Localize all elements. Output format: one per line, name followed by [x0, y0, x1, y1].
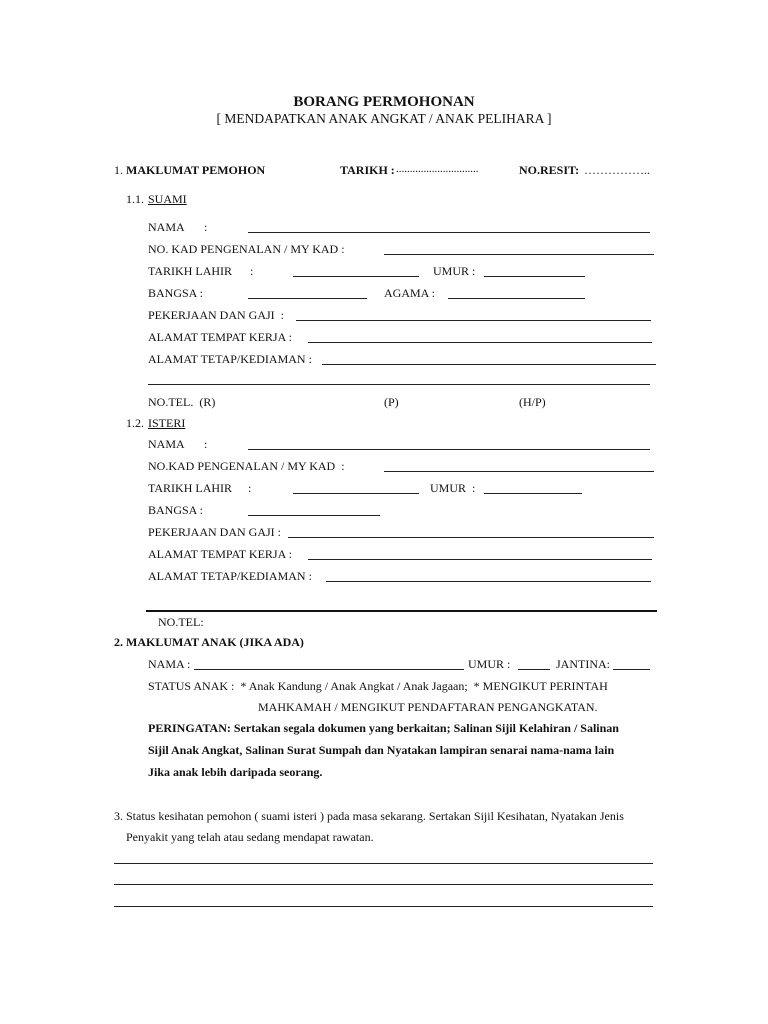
isteri-alamat-kerja-field[interactable] [308, 559, 652, 560]
status-anak-line1: STATUS ANAK : * Anak Kandung / Anak Angkat / Anak Jagaan; * MENGIKUT PERINTAH [148, 679, 608, 693]
isteri-heading: ISTERI [148, 416, 186, 430]
resit-label: NO.RESIT: [519, 163, 580, 177]
suami-umur-label: UMUR : [433, 264, 476, 278]
anak-umur-label: UMUR : [468, 657, 511, 671]
suami-tarikh-lahir-label: TARIKH LAHIR [148, 264, 233, 278]
anak-nama-field[interactable] [194, 669, 464, 670]
isteri-umur-label: UMUR : [430, 481, 476, 495]
anak-jantina-field[interactable] [613, 669, 650, 670]
resit-field[interactable]: …………….. [584, 163, 650, 177]
isteri-bangsa-field[interactable] [248, 515, 380, 516]
isteri-ic-field[interactable] [384, 471, 654, 472]
isteri-nama-label: NAMA [148, 437, 185, 451]
isteri-pekerjaan-label: PEKERJAAN DAN GAJI : [148, 525, 282, 539]
isteri-alamat-tetap-field[interactable] [326, 581, 651, 582]
form-subtitle: [ MENDAPATKAN ANAK ANGKAT / ANAK PELIHARA ] [216, 111, 552, 126]
suami-umur-field[interactable] [484, 276, 585, 277]
suami-tarikh-lahir-field[interactable] [293, 276, 419, 277]
section3-answer-line-3[interactable] [114, 906, 653, 907]
isteri-ic-label: NO.KAD PENGENALAN / MY KAD : [148, 459, 345, 473]
isteri-alamat-tetap-line2[interactable] [146, 610, 657, 612]
suami-alamat-tetap-label: ALAMAT TETAP/KEDIAMAN : [148, 352, 312, 366]
isteri-tarikh-lahir-label: TARIKH LAHIR [148, 481, 233, 495]
suami-heading: SUAMI [148, 192, 187, 206]
section3-answer-line-2[interactable] [114, 884, 653, 885]
isteri-alamat-tetap-label: ALAMAT TETAP/KEDIAMAN : [148, 569, 312, 583]
suami-number: 1.1. [126, 192, 144, 206]
warning-line1: PERINGATAN: Sertakan segala dokumen yang berkaitan; Salinan Sijil Kelahiran / Salinan [148, 721, 619, 735]
isteri-bangsa-label: BANGSA : [148, 503, 204, 517]
form-title: BORANG PERMOHONAN [293, 94, 475, 110]
section3-answer-line-1[interactable] [114, 863, 653, 864]
warning-line2: Sijil Anak Angkat, Salinan Surat Sumpah dan Nyatakan lampiran senarai nama-nama lain [148, 743, 615, 757]
isteri-tarikh-lahir-colon: : [248, 481, 252, 495]
warning-line3: Jika anak lebih daripada seorang. [148, 765, 323, 779]
suami-bangsa-label: BANGSA : [148, 286, 204, 300]
isteri-tel-label: NO.TEL: [158, 615, 204, 629]
suami-tel-hp-label: (H/P) [519, 395, 546, 409]
isteri-pekerjaan-field[interactable] [288, 537, 654, 538]
suami-nama-field[interactable] [248, 232, 650, 233]
section3-line1: 3. Status kesihatan pemohon ( suami isteri ) pada masa sekarang. Sertakan Sijil Kesihatan, Nyatakan Jenis [114, 809, 624, 823]
isteri-nama-colon: : [204, 437, 208, 451]
suami-alamat-tetap-field[interactable] [322, 364, 656, 365]
suami-tel-p-label: (P) [384, 395, 399, 409]
suami-pekerjaan-label: PEKERJAAN DAN GAJI : [148, 308, 285, 322]
suami-agama-field[interactable] [448, 298, 585, 299]
suami-bangsa-field[interactable] [248, 298, 367, 299]
isteri-tarikh-lahir-field[interactable] [293, 493, 419, 494]
section2-heading: 2. MAKLUMAT ANAK (JIKA ADA) [114, 635, 304, 649]
suami-alamat-kerja-field[interactable] [308, 342, 652, 343]
isteri-alamat-kerja-label: ALAMAT TEMPAT KERJA : [148, 547, 292, 561]
tarikh-field[interactable]: .............................. [396, 163, 479, 175]
tarikh-label: TARIKH : [340, 163, 395, 177]
suami-ic-field[interactable] [384, 254, 654, 255]
suami-ic-label: NO. KAD PENGENALAN / MY KAD : [148, 242, 345, 256]
suami-alamat-tetap-line2[interactable] [148, 384, 650, 385]
isteri-nama-field[interactable] [248, 449, 650, 450]
section3-line2: Penyakit yang telah atau sedang mendapat rawatan. [126, 830, 374, 844]
suami-tel-label: NO.TEL. (R) [148, 395, 216, 409]
anak-nama-label: NAMA : [148, 657, 191, 671]
anak-jantina-label: JANTINA: [556, 657, 610, 671]
suami-agama-label: AGAMA : [384, 286, 436, 300]
suami-tarikh-lahir-colon: : [250, 264, 254, 278]
suami-alamat-kerja-label: ALAMAT TEMPAT KERJA : [148, 330, 292, 344]
suami-pekerjaan-field[interactable] [296, 320, 651, 321]
section1-number: 1. [114, 163, 123, 177]
isteri-number: 1.2. [126, 416, 144, 430]
anak-umur-field[interactable] [518, 669, 550, 670]
isteri-umur-field[interactable] [484, 493, 582, 494]
section1-heading: MAKLUMAT PEMOHON [126, 163, 266, 177]
status-anak-line2: MAHKAMAH / MENGIKUT PENDAFTARAN PENGANGKATAN. [258, 700, 598, 714]
suami-nama-label: NAMA [148, 220, 185, 234]
suami-nama-colon: : [204, 220, 208, 234]
